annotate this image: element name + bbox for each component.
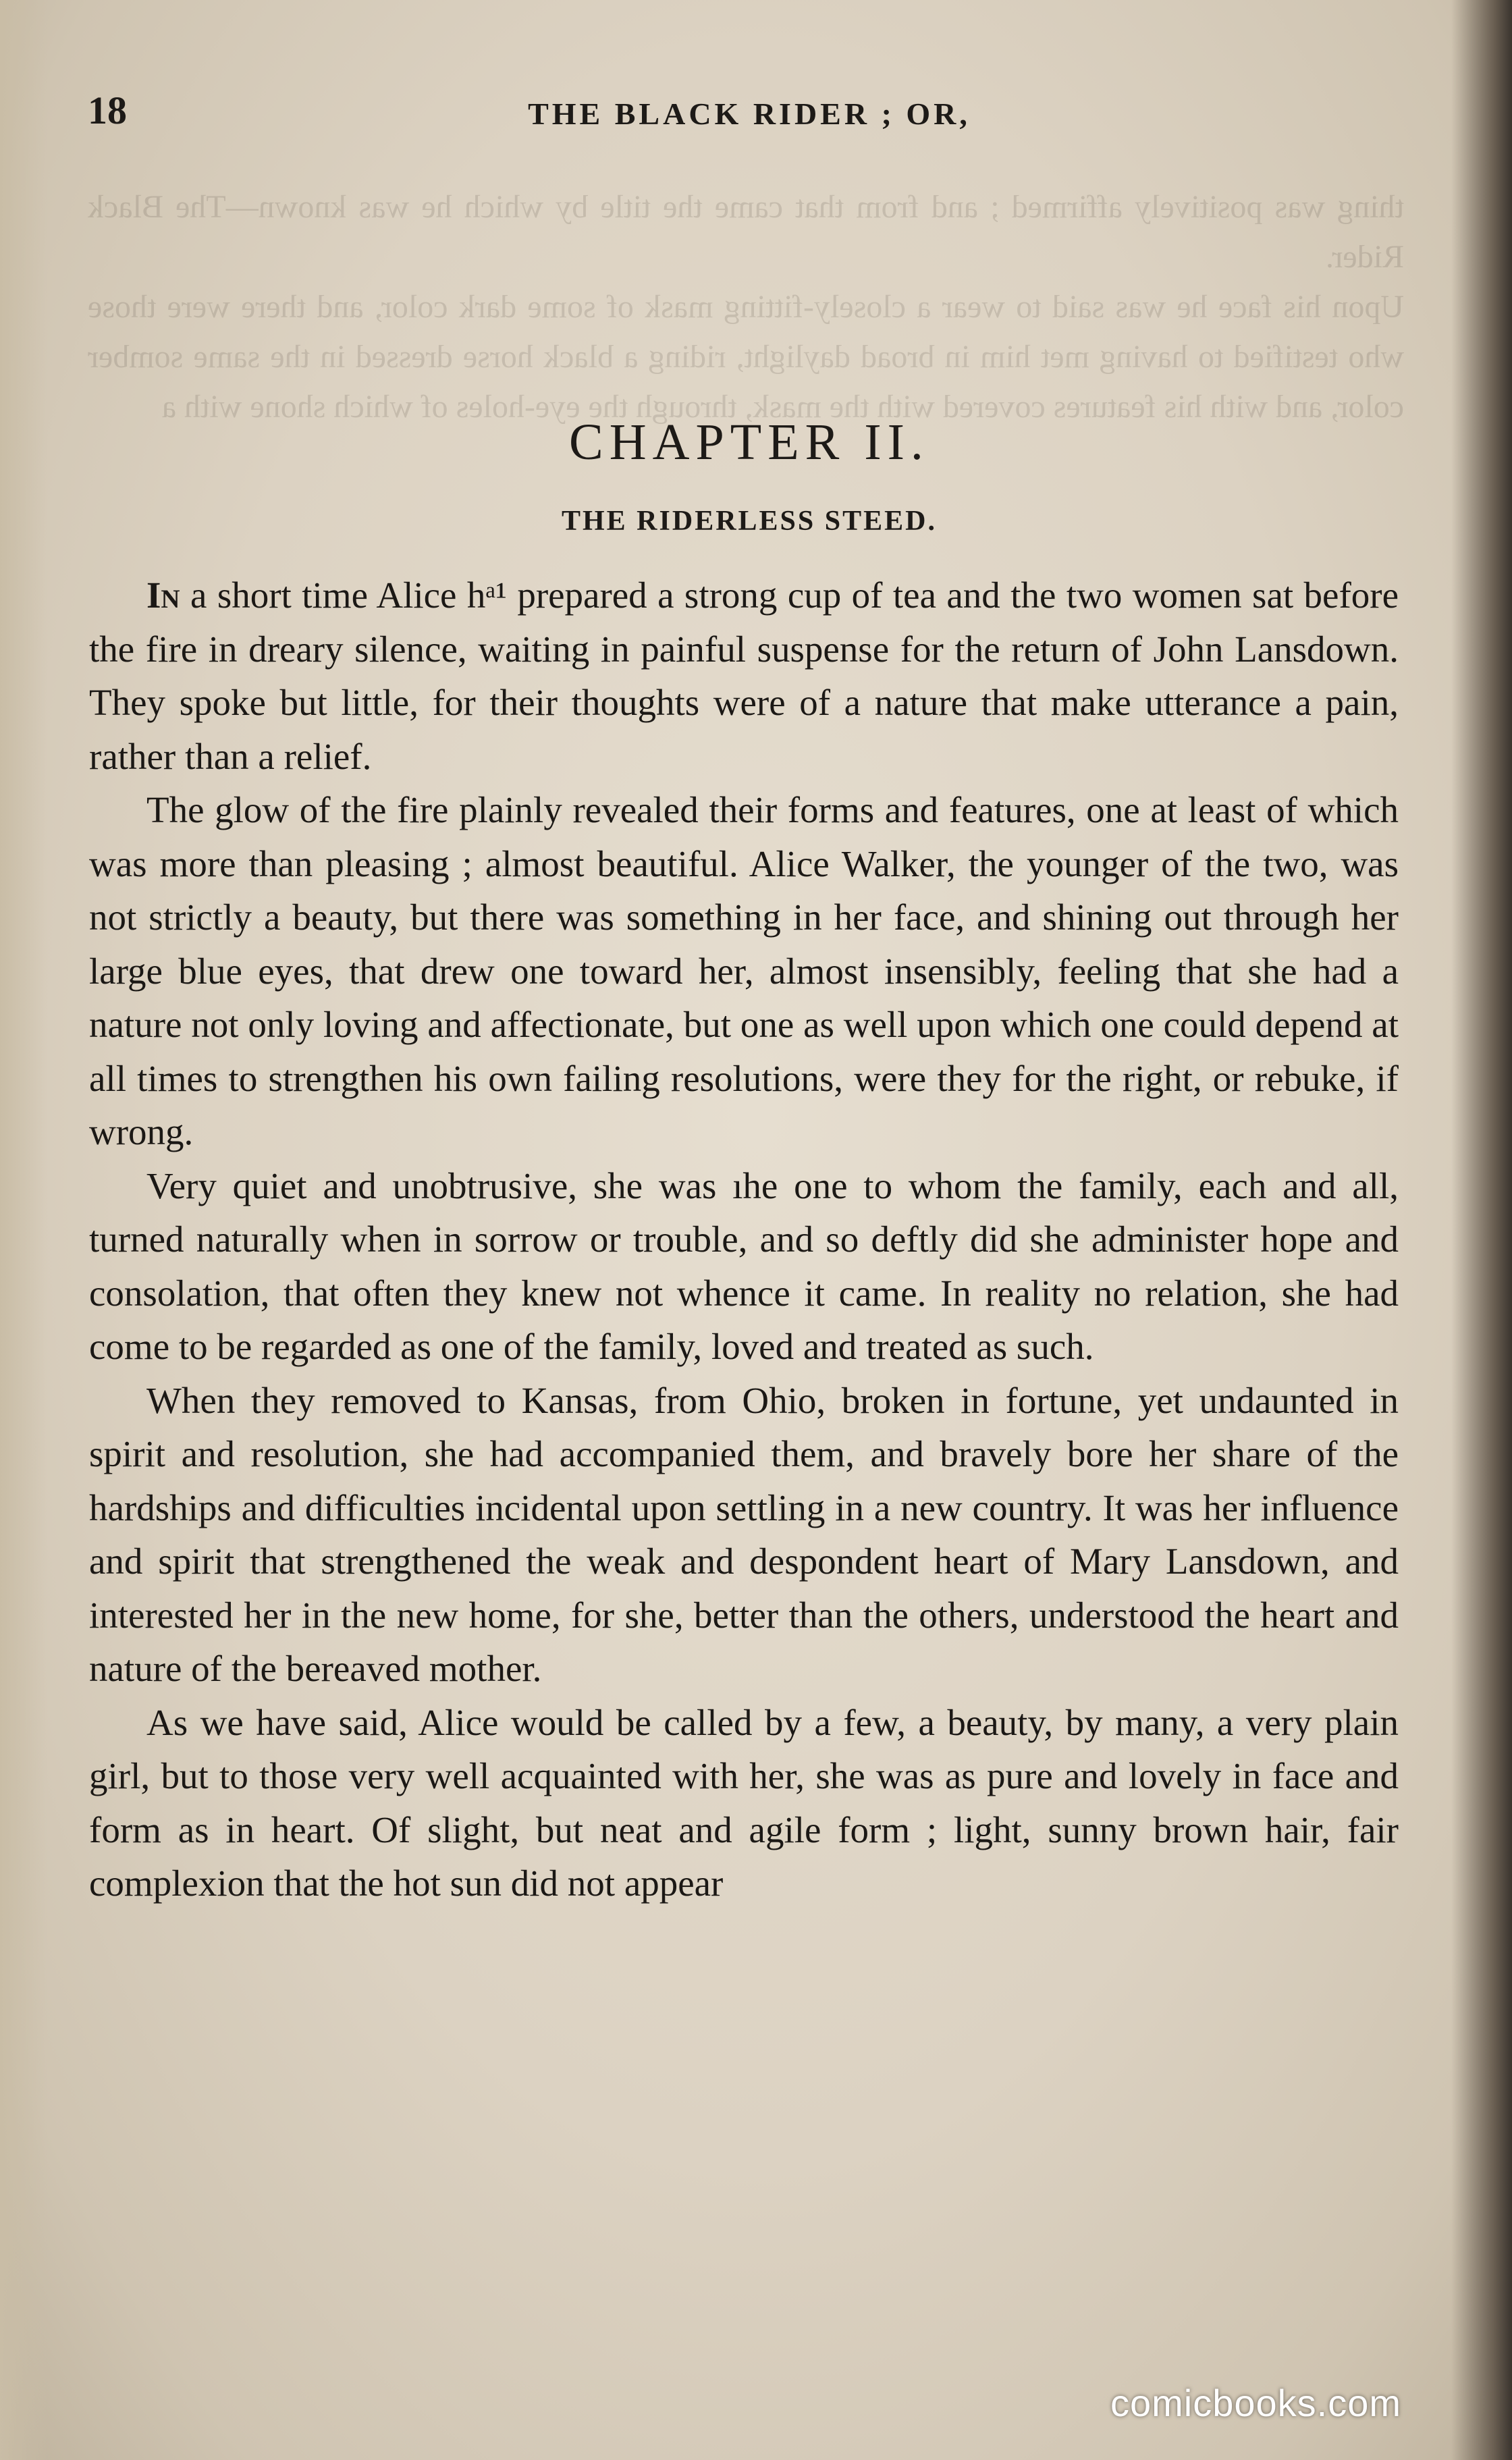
page-edge-right — [1451, 0, 1512, 2460]
paragraph-text: a short time Alice hᵃ¹ prepared a strong cup of tea and the two women sat before the fire in dreary silence, waiting in painful suspense for the return of John Lansdown. They spoke but little, for their thoughts were of a nature that make utterance a pain, rather than a relief. — [89, 574, 1399, 777]
body-text — [89, 568, 1399, 1910]
paragraph — [89, 568, 1399, 783]
drop-word: In — [146, 574, 180, 616]
running-header — [88, 81, 1411, 142]
chapter-title: CHAPTER II. — [569, 414, 929, 471]
paragraph: Very quiet and unobtrusive, she was ıhe one to whom the family, each and all, turned naturally when in sorrow or trouble, and so deftly did she administer hope and consolation, that often they knew not whence it came. In reality no relation, she had come to be regarded as one of the family, loved and treated as such. — [89, 1165, 1399, 1367]
paragraph: The glow of the fire plainly revealed their forms and features, one at least of which was more than pleasing ; almost beautiful. Alice Walker, the younger of the two, was not strictly a beauty, but there was something in her face, and shining out through her large blue eyes, that drew one toward her, almost insensibly, feeling that she had a nature not only loving and affectionate, but one as well upon which one could depend at all times to strengthen his own failing resolutions, were they for the right, or rebuke, if wrong. — [89, 789, 1399, 1152]
chapter-subtitle: THE RIDERLESS STEED. — [561, 506, 938, 537]
bleed-line: thing was positively affirmed ; and from that came the title by which he was known—The Black Rider. — [88, 189, 1404, 275]
bleed-line: Upon his face he was said to wear a closely-fitting mask of some dark color, and there were those who testified to having met him in broad daylight, riding a black horse dressed in the same somber color, and with his features covered with the mask, through the eye-holes of which shone with a — [88, 289, 1404, 425]
watermark: comicbooks.com — [1110, 2382, 1402, 2424]
page-number: 18 — [88, 88, 127, 132]
page-edge-left — [0, 0, 47, 2460]
paragraph: As we have said, Alice would be called by a few, a beauty, by many, a very plain girl, but to those very well acquainted with her, she was as pure and lovely in face and form as in heart. Of slight, but neat and agile form ; light, sunny brown hair, fair complexion that the hot sun did not appear — [89, 1701, 1399, 1904]
running-title: THE BLACK RIDER ; OR, — [528, 97, 971, 131]
paragraph: When they removed to Kansas, from Ohio, broken in fortune, yet undaunted in spirit and resolution, she had accompanied them, and bravely bore her share of the hardships and difficulties incidental upon settling in a new country. It was her influence and spirit that strengthened the weak and despondent heart of Mary Lansdown, and interested her in the new home, for she, better than the others, understood the heart and nature of the bereaved mother. — [89, 1379, 1399, 1689]
bleed-through-text — [88, 182, 1404, 439]
